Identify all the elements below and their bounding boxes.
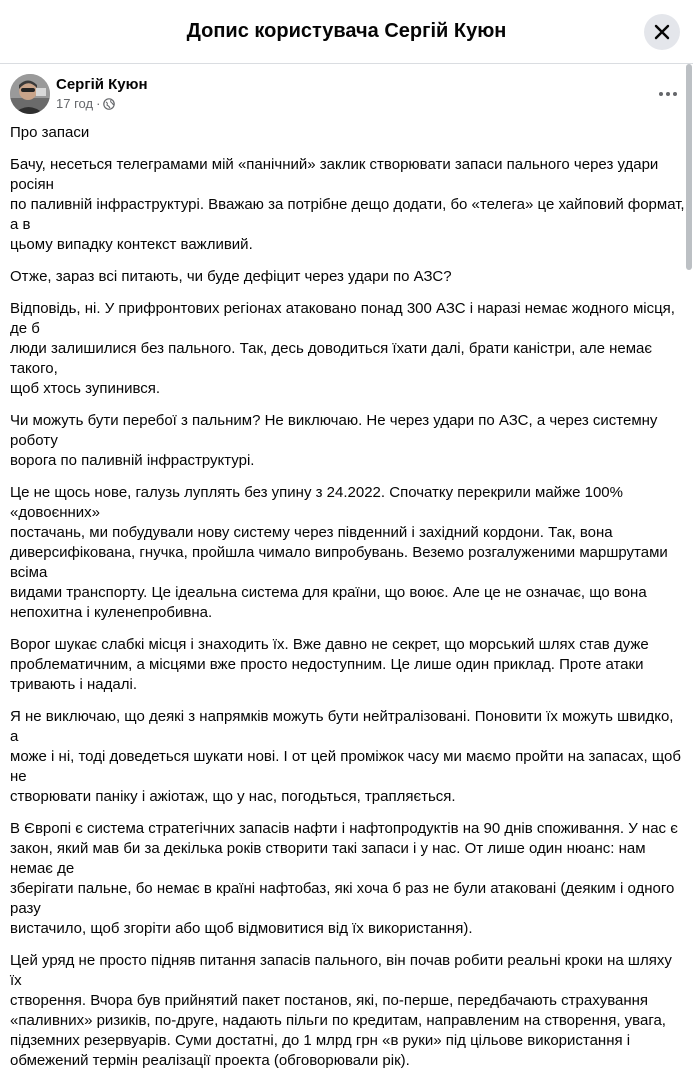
post-paragraph: Про запаси [10, 124, 90, 141]
close-button[interactable] [644, 14, 680, 50]
post-body [10, 123, 685, 1083]
globe-icon [103, 98, 115, 113]
post-paragraph: Чи можуть бути перебої з пальним? Не виключаю. Не через удари по АЗС, а через системну роботу ворога по паливній інфраструктурі. [10, 412, 658, 469]
avatar[interactable] [10, 74, 50, 114]
meta-separator: · [96, 96, 101, 111]
post-paragraph: Це не щось нове, галузь луплять без упину з 24.2022. Спочатку перекрили майже 100% «довоєнних» постачань, ми побудували нову систему через південний і західний кордони. Так, вона диверсифікована, гнучка, пройшла чимало випробувань. Веземо розгалуженими маршрутами всіма видами транспорту. Це ідеальна система для країни, що воює. Але це не означає, що вона непохитна і куленепробивна. [10, 484, 668, 621]
post-paragraph: Бачу, несеться телеграмами мій «панічний» заклик створювати запаси пального через удари росіян по паливній інфраструктурі. Вважаю за потрібне дещо додати, бо «телега» це хайповий формат, а в цьому випадку контекст важливий. [10, 156, 685, 253]
scrollbar[interactable] [685, 64, 693, 771]
more-options-button[interactable] [654, 80, 682, 108]
scrollbar-thumb[interactable] [686, 64, 692, 270]
dialog-title: Допис користувача Сергій Куюн [186, 20, 507, 42]
post-paragraph: Цей уряд не просто підняв питання запасів пального, він почав робити реальні кроки на шляху їх створення. Вчора був прийнятий пакет постанов, які, по-перше, передбачають страхування «паливних» ризиків, по-друге, надають пільги по кредитам, направленим на створення, увага, підземних резервуарів. Суми достатні, до 1 млрд грн «в руки» під цільове використання і обмежений термін реалізації проекта (обговорювали рік). [10, 952, 672, 1069]
post-header [10, 72, 680, 118]
post-author[interactable]: Сергій Куюн [56, 76, 148, 93]
post-meta [56, 96, 115, 113]
close-icon [654, 24, 670, 40]
avatar-image [10, 74, 50, 114]
post-paragraph: В Європі є система стратегічних запасів нафти і нафтопродуктів на 90 днів споживання. У нас є закон, який мав би за декілька років створити такі запаси і у нас. От лише один нюанс: нам немає де зберігати пальне, бо немає в країні нафтобаз, які хоча б раз не були атаковані (деяким і одного разу вистачило, щоб згоріти або щоб відмовитися від їх використання). [10, 820, 678, 937]
more-horizontal-icon [654, 80, 682, 108]
post-paragraph: Відповідь, ні. У прифронтових регіонах атаковано понад 300 АЗС і наразі немає жодного місця, де б люди залишилися без пального. Так, десь доводиться їхати далі, брати каністри, але немає такого, щоб хтось зупинився. [10, 300, 675, 397]
post-paragraph: Отже, зараз всі питають, чи буде дефіцит через удари по АЗС? [10, 268, 452, 285]
dialog-header [0, 0, 693, 64]
post-timestamp[interactable]: 17 год [56, 96, 94, 111]
post-paragraph: Ворог шукає слабкі місця і знаходить їх. Вже давно не секрет, що морський шлях став дуже проблематичним, а місцями вже просто недоступним. Це лише один приклад. Проте атаки тривають і надалі. [10, 636, 649, 693]
post-paragraph: Я не виключаю, що деякі з напрямків можуть бути нейтралізовані. Поновити їх можуть швидко, а може і ні, тоді доведеться шукати нові. І от цей проміжок часу ми маємо пройти на запасах, щоб не створювати паніку і ажіотаж, що у нас, погодьться, трапляється. [10, 708, 681, 805]
